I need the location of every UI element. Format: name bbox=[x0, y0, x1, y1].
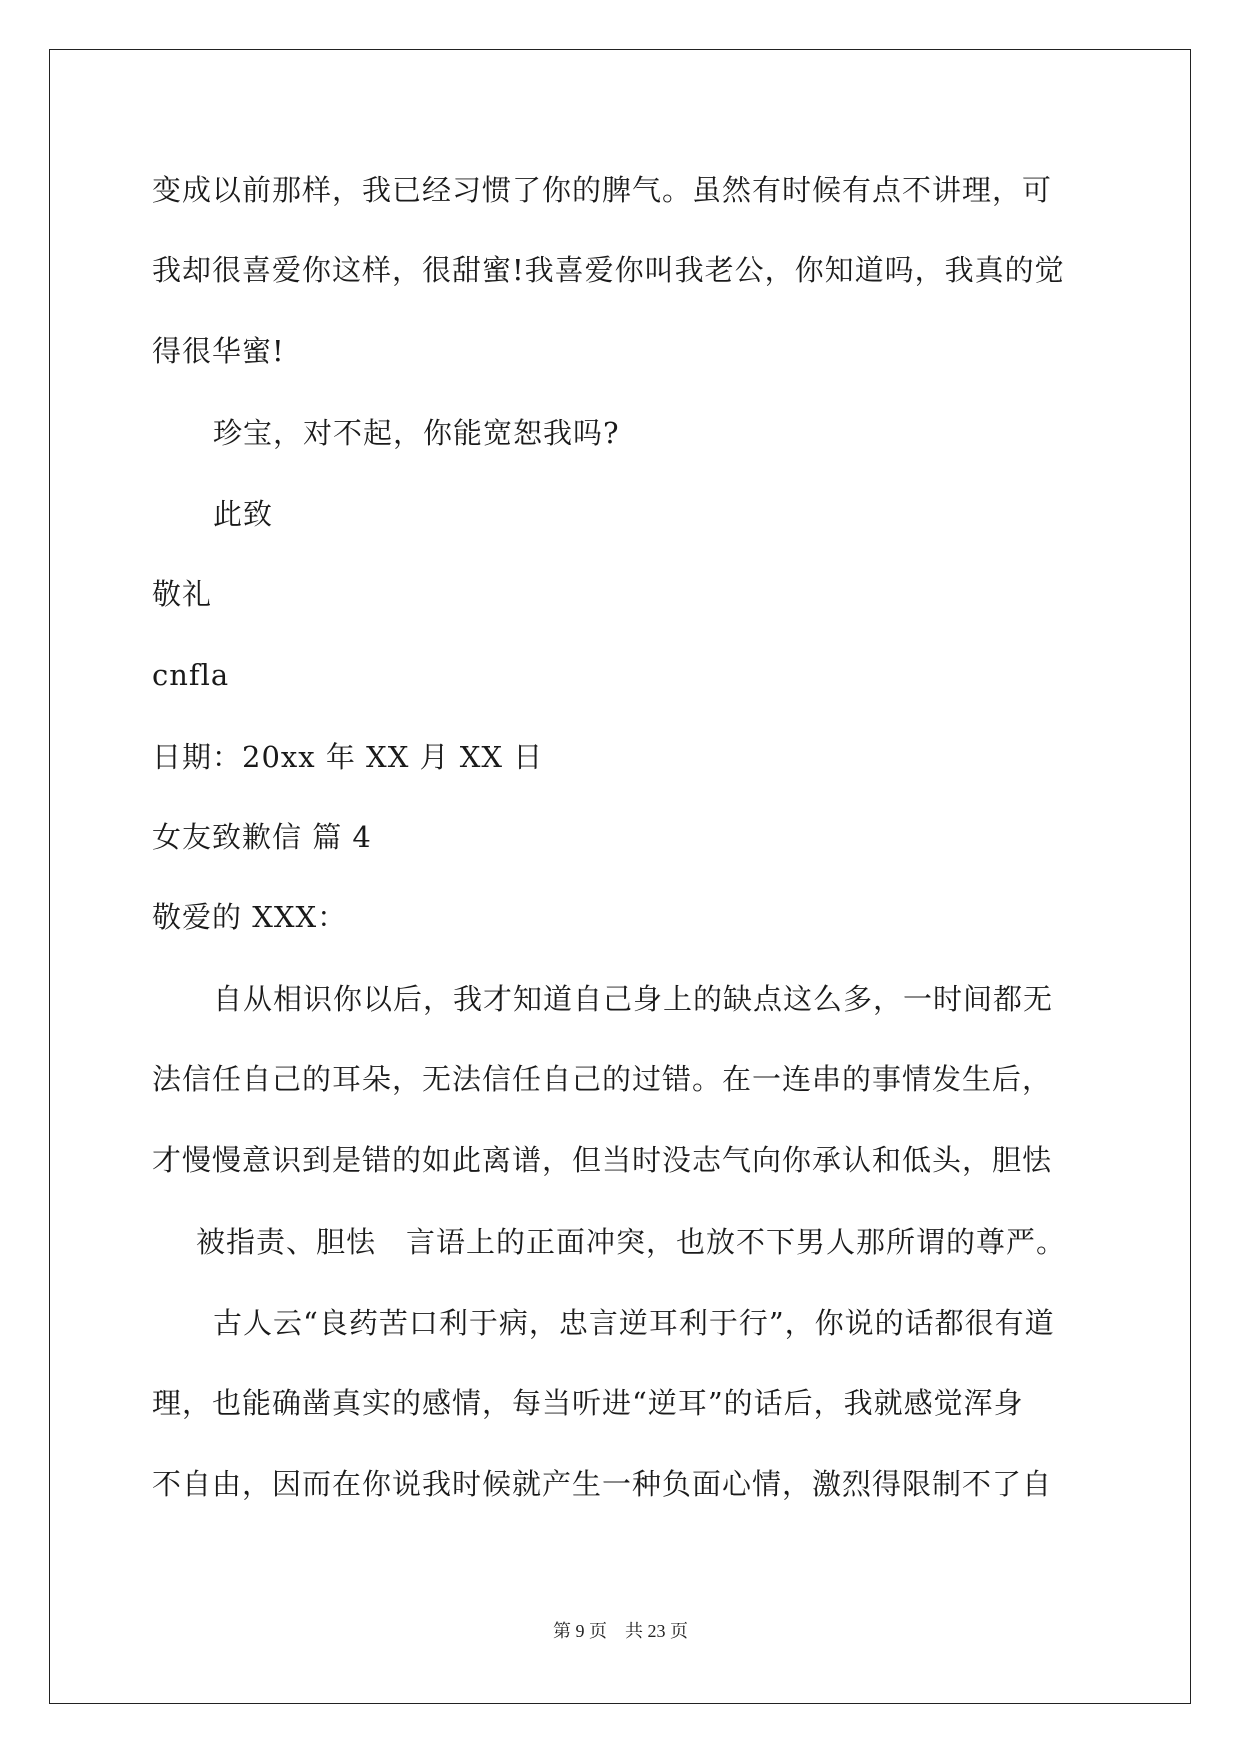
body-line-15: 古人云“良药苦口利于病，忠言逆耳利于行”，你说的话都很有道 bbox=[213, 1306, 1055, 1340]
page-footer bbox=[0, 1617, 1241, 1643]
body-line-2: 我却很喜爱你这样，很甜蜜!我喜爱你叫我老公，你知道吗，我真的觉 bbox=[152, 253, 1065, 287]
page-border bbox=[49, 49, 1191, 1704]
body-line-4: 珍宝，对不起，你能宽恕我吗? bbox=[213, 416, 620, 450]
body-line-1: 变成以前那样，我已经习惯了你的脾气。虽然有时候有点不讲理，可 bbox=[152, 173, 1053, 207]
body-line-17: 不自由，因而在你说我时候就产生一种负面心情，激烈得限制不了自 bbox=[152, 1467, 1053, 1501]
body-line-14: 被指责、胆怯 言语上的正面冲突，也放不下男人那所谓的尊严。 bbox=[196, 1225, 1067, 1259]
body-line-3: 得很华蜜! bbox=[152, 334, 285, 368]
date-line: 日期：20xx 年 XX 月 XX 日 bbox=[152, 740, 544, 774]
body-line-16: 理，也能确凿真实的感情，每当听进“逆耳”的话后，我就感觉浑身 bbox=[152, 1386, 1024, 1420]
closing-line: 此致 bbox=[213, 497, 274, 531]
page-number-label: 第 9 页 共 23 页 bbox=[553, 1621, 688, 1641]
salutation-line: 敬礼 bbox=[152, 577, 213, 611]
body-line-13: 才慢慢意识到是错的如此离谱，但当时没志气向你承认和低头，胆怯 bbox=[152, 1143, 1053, 1177]
signature-line: cnfla bbox=[152, 658, 230, 692]
body-line-11: 自从相识你以后，我才知道自己身上的缺点这么多，一时间都无 bbox=[213, 982, 1054, 1016]
body-line-12: 法信任自己的耳朵，无法信任自己的过错。在一连串的事情发生后， bbox=[152, 1062, 1053, 1096]
greeting-line: 敬爱的 XXX： bbox=[152, 900, 348, 934]
section-title: 女友致歉信 篇 4 bbox=[152, 820, 372, 854]
